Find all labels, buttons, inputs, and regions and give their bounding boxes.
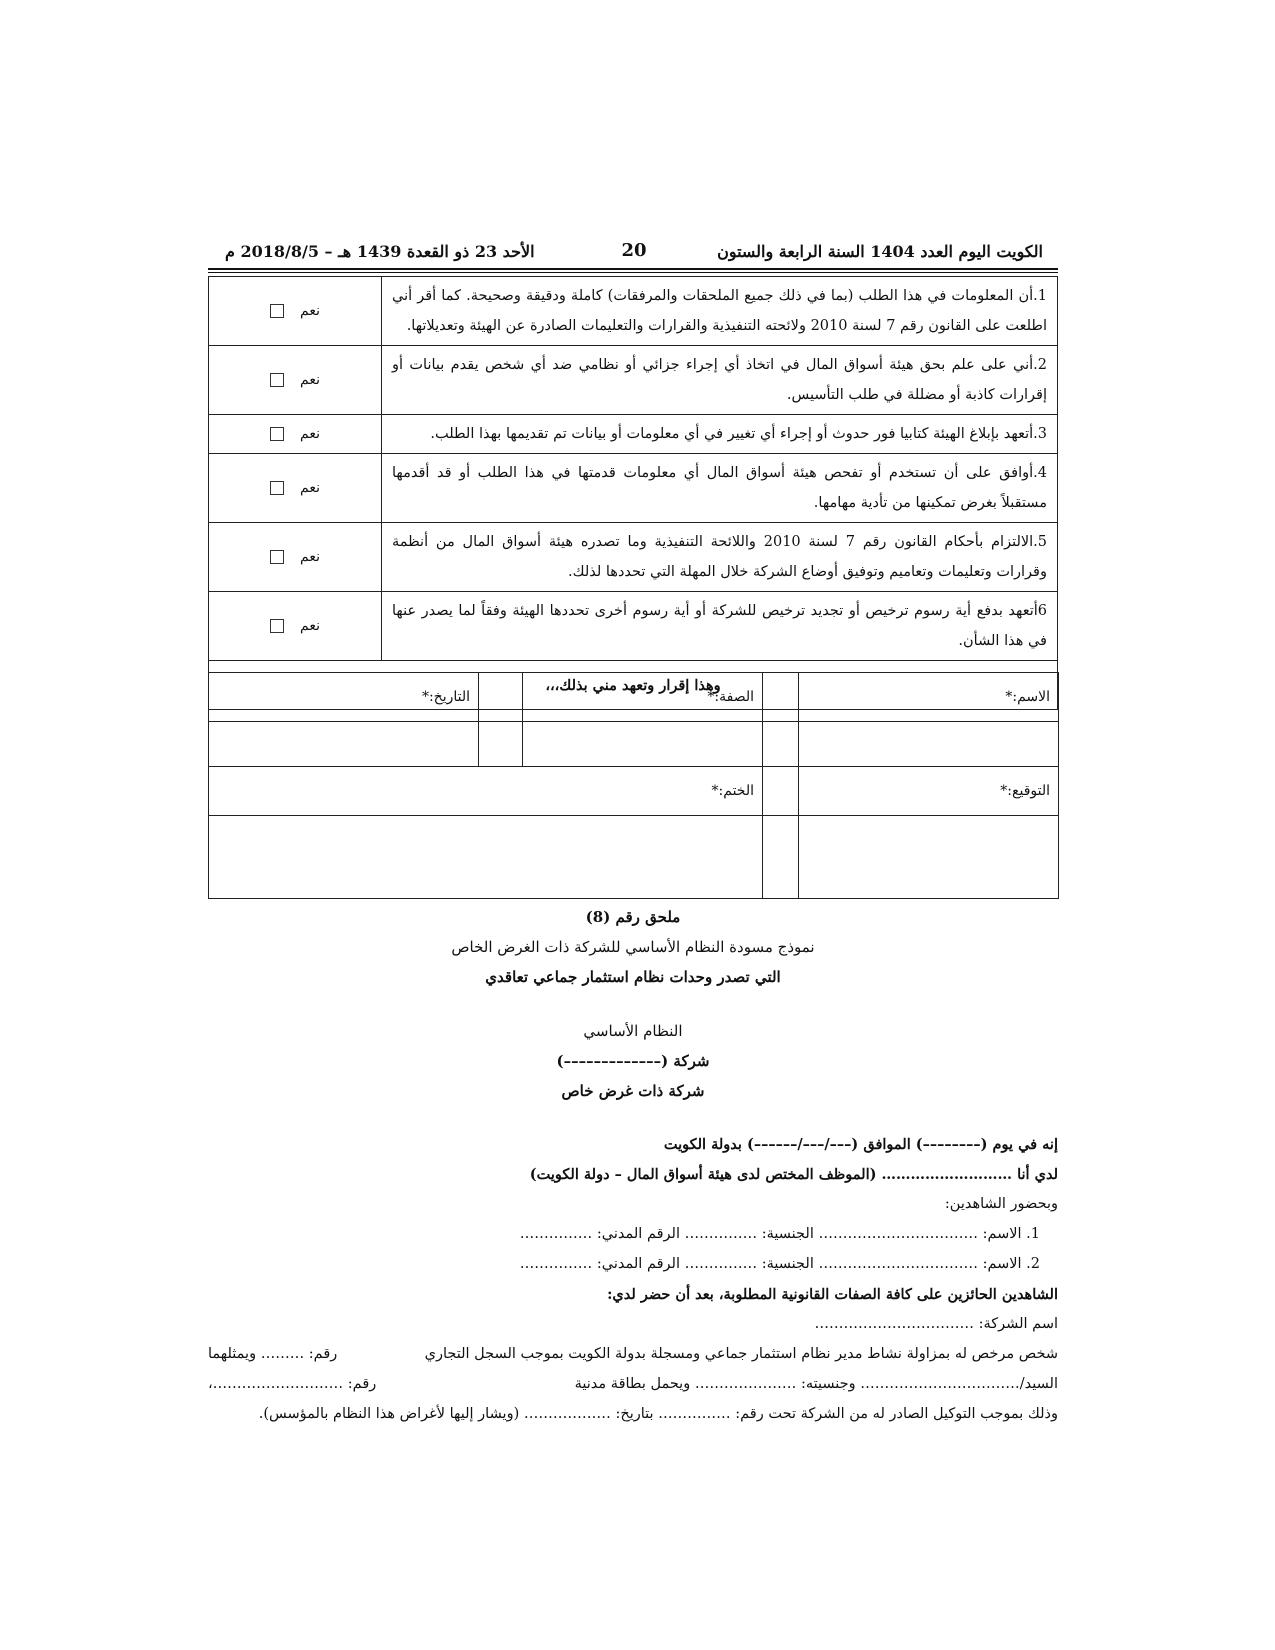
- deed-line: لدي أنا ……………………… (الموظف المختص لدى هيئة أسواق المال – دولة الكويت): [529, 1166, 1058, 1183]
- yes-label: نعم: [300, 549, 320, 565]
- deed-line: [208, 1346, 1058, 1362]
- page-number: 20: [621, 240, 647, 261]
- articles-title: النظام الأساسي: [583, 1022, 683, 1040]
- spacer-cell: [479, 722, 523, 767]
- yes-option[interactable]: [209, 346, 382, 415]
- yes-label: نعم: [300, 480, 320, 496]
- checkbox-icon[interactable]: [270, 619, 284, 633]
- deed-line-left: رقم: ………………………،: [208, 1376, 377, 1392]
- yes-label: نعم: [300, 426, 320, 442]
- checkbox-icon[interactable]: [270, 427, 284, 441]
- gazette-issue: الكويت اليوم العدد 1404 السنة الرابعة والستون: [717, 242, 1043, 261]
- title-field[interactable]: [523, 722, 763, 767]
- spacer-cell: [479, 673, 523, 722]
- deed-line: إنه في يوم (––––––––) الموافق (–––/–––/––––––) بدولة الكويت: [663, 1136, 1058, 1153]
- stamp-label: الختم:*: [209, 767, 763, 816]
- declaration-row: [209, 277, 1058, 346]
- header-rule-thin: [208, 272, 1058, 273]
- checkbox-icon[interactable]: [270, 304, 284, 318]
- declaration-row: [209, 415, 1058, 454]
- spacer-cell: [763, 722, 799, 767]
- page-header: [225, 238, 1043, 268]
- deed-line: وبحضور الشاهدين:: [944, 1196, 1058, 1212]
- declaration-row: [209, 523, 1058, 592]
- signature-row-labels: [209, 673, 1059, 722]
- declaration-text: 5.الالتزام بأحكام القانون رقم 7 لسنة 2010 واللائحة التنفيذية وما تصدره هيئة أسواق المال من أنظمة وقرارات وتعليمات وتعاميم وتوفيق أوضاع الشركة خلال المهلة التي تحددها لذلك.: [382, 523, 1058, 592]
- name-field[interactable]: [799, 722, 1059, 767]
- declaration-text: 3.أتعهد بإبلاغ الهيئة كتابيا فور حدوث أو إجراء أي تغيير في أي معلومات أو بيانات تم تقديمها بهذا الطلب.: [382, 415, 1058, 454]
- declaration-row: [209, 454, 1058, 523]
- company-name: شركة (–––––––––––––): [556, 1052, 710, 1070]
- declaration-row: [209, 346, 1058, 415]
- stamp-field[interactable]: [209, 816, 763, 899]
- yes-option[interactable]: [209, 454, 382, 523]
- signature-table: [208, 672, 1059, 899]
- declaration-text: 1.أن المعلومات في هذا الطلب (بما في ذلك جميع الملحقات والمرفقات) كاملة ودقيقة وصحيحة. كما أقر أني اطلعت على القانون رقم 7 لسنة 2010 ولائحته التنفيذية والقرارات والتعليمات الصادرة عن الهيئة وتعديلاتها.: [382, 277, 1058, 346]
- spacer-cell: [763, 767, 799, 816]
- annex-subtitle: التي تصدر وحدات نظام استثمار جماعي تعاقدي: [485, 968, 781, 986]
- witness-line: 2. الاسم: …………………………… الجنسية: …………… الرقم المدني: ……………: [519, 1256, 1040, 1272]
- yes-label: نعم: [300, 303, 320, 319]
- company-type: شركة ذات غرض خاص: [561, 1082, 705, 1100]
- date-label: التاريخ:*: [209, 673, 479, 722]
- yes-label: نعم: [300, 618, 320, 634]
- header-rule: [208, 268, 1058, 270]
- title-label: الصفة:*: [523, 673, 763, 722]
- deed-line-left: رقم: ……… ويمثلهما: [208, 1346, 338, 1362]
- declaration-row: [209, 592, 1058, 661]
- pledge-text: وهذا إقرار وتعهد مني بذلك،،،: [209, 661, 1058, 710]
- deed-line: الشاهدين الحائزين على كافة الصفات القانونية المطلوبة، بعد أن حضر لدي:: [607, 1286, 1058, 1303]
- checkbox-icon[interactable]: [270, 481, 284, 495]
- checkbox-icon[interactable]: [270, 373, 284, 387]
- yes-option[interactable]: [209, 592, 382, 661]
- checkbox-icon[interactable]: [270, 550, 284, 564]
- annex-title: نموذج مسودة النظام الأساسي للشركة ذات الغرض الخاص: [451, 938, 815, 956]
- spacer-cell: [763, 673, 799, 722]
- declaration-text: 4.أوافق على أن تستخدم أو تفحص هيئة أسواق المال أي معلومات قدمتها في هذا الطلب أو قد أقدمها مستقبلاً بغرض تمكينها من تأدية مهامها.: [382, 454, 1058, 523]
- declaration-text: 2.أني على علم بحق هيئة أسواق المال في اتخاذ أي إجراء جزائي أو نظامي ضد أي شخص يقدم بيانات أو إقرارات كاذبة أو مضللة في طلب التأسيس.: [382, 346, 1058, 415]
- yes-option[interactable]: [209, 415, 382, 454]
- spacer-cell: [763, 816, 799, 899]
- deed-line: اسم الشركة: ……………………………: [814, 1316, 1058, 1332]
- signature-label: التوقيع:*: [799, 767, 1059, 816]
- yes-option[interactable]: [209, 523, 382, 592]
- witness-line: 1. الاسم: …………………………… الجنسية: …………… الرقم المدني: ……………: [519, 1226, 1040, 1242]
- name-label: الاسم:*: [799, 673, 1059, 722]
- date-field[interactable]: [209, 722, 479, 767]
- signature-row-values-2: [209, 816, 1059, 899]
- declarations-table: [208, 276, 1058, 710]
- deed-line-right: شخص مرخص له بمزاولة نشاط مدير نظام استثمار جماعي ومسجلة بدولة الكويت بموجب السجل التجاري: [424, 1346, 1058, 1362]
- annex-number: ملحق رقم (8): [585, 908, 681, 926]
- deed-line: وذلك بموجب التوكيل الصادر له من الشركة تحت رقم: …………… بتاريخ: ……………… (ويشار إليها لأغراض هذا النظام بالمؤسس).: [258, 1406, 1058, 1422]
- deed-line-right: السيد/…………………………… وجنسيته: ………………… ويحمل بطاقة مدنية: [574, 1376, 1058, 1392]
- deed-line: [208, 1376, 1058, 1392]
- signature-field[interactable]: [799, 816, 1059, 899]
- yes-label: نعم: [300, 372, 320, 388]
- declaration-text: 6أتعهد بدفع أية رسوم ترخيص أو تجديد ترخيص للشركة أو أية رسوم أخرى تحددها الهيئة وفقاً لما يصدر عنها في هذا الشأن.: [382, 592, 1058, 661]
- issue-date: الأحد 23 ذو القعدة 1439 هـ – 2018/8/5 م: [225, 242, 535, 261]
- yes-option[interactable]: [209, 277, 382, 346]
- signature-row-labels-2: [209, 767, 1059, 816]
- signature-row-values: [209, 722, 1059, 767]
